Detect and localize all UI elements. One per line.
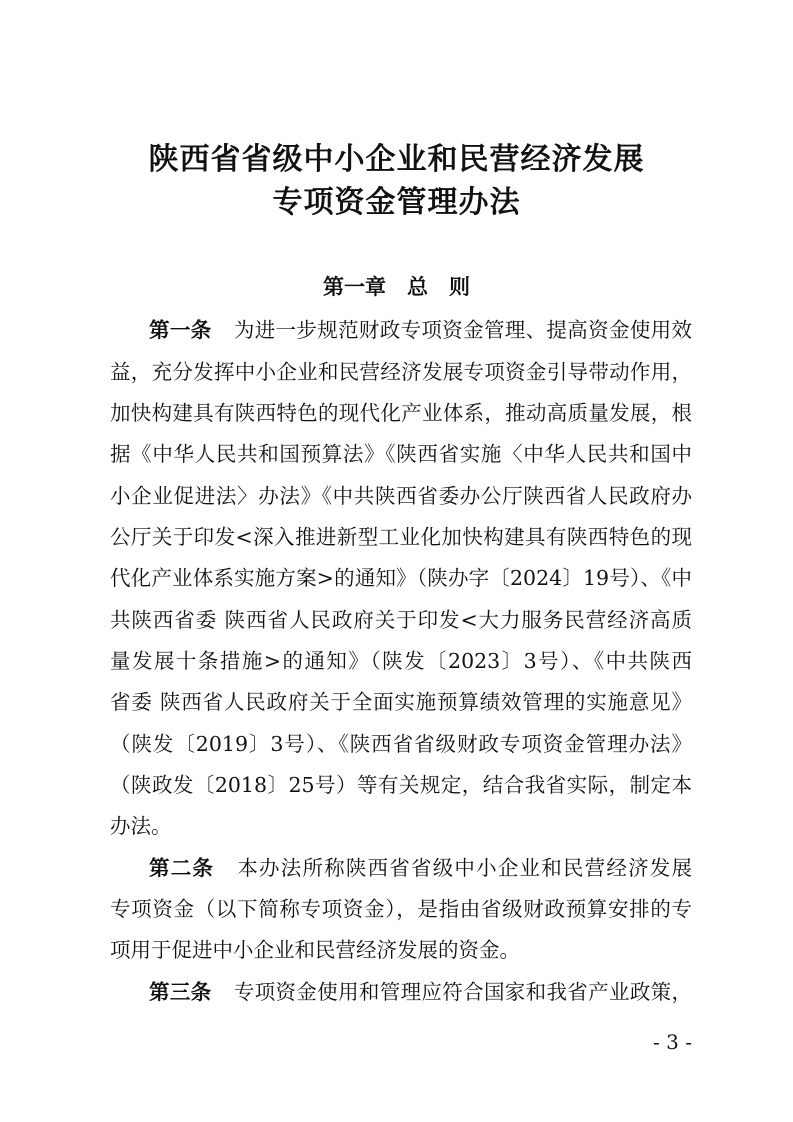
article-1-line: 加快构建具有陕西特色的现代化产业体系，推动高质量发展，根 (110, 401, 692, 425)
article-3-line (149, 978, 692, 1006)
document-title-line-1: 陕西省省级中小企业和民营经济发展 (148, 142, 645, 177)
article-2-line: 项用于促进中小企业和民营经济发展的资金。 (110, 938, 520, 962)
article-1-line: 益，充分发挥中小企业和民营经济发展专项资金引导带动作用， (110, 360, 692, 384)
article-1-line (149, 316, 692, 344)
article-1-line: 小企业促进法〉办法》《中共陕西省委办公厅陕西省人民政府办 (110, 484, 692, 508)
article-1-line: 省委 陕西省人民政府关于全面实施预算绩效管理的实施意见》 (110, 690, 692, 714)
article-2-label: 第二条 (149, 856, 215, 880)
article-2-line: 专项资金（以下简称专项资金），是指由省级财政预算安排的专 (110, 897, 692, 921)
article-1-line: 公厅关于印发<深入推进新型工业化加快构建具有陕西特色的现 (110, 525, 692, 549)
article-1-line: 代化产业体系实施方案>的通知》（陕办字〔2024〕19号）、《中 (110, 566, 692, 590)
article-1-line: （陕发〔2019〕3号）、《陕西省省级财政专项资金管理办法》 (110, 732, 692, 756)
document-title-line-2: 专项资金管理办法 (272, 185, 521, 220)
article-1-line: 办法。 (110, 814, 172, 838)
article-2-line (149, 854, 692, 882)
article-3-label: 第三条 (149, 980, 212, 1004)
article-1-text: 为进一步规范财政专项资金管理、提高资金使用效 (233, 318, 692, 342)
chapter-heading: 第一章 总 则 (323, 275, 470, 299)
article-1-line: （陕政发〔2018〕25号）等有关规定，结合我省实际，制定本 (110, 773, 692, 797)
article-1-line: 量发展十条措施>的通知》（陕发〔2023〕3号）、《中共陕西 (110, 649, 692, 673)
article-1-line: 共陕西省委 陕西省人民政府关于印发<大力服务民营经济高质 (110, 608, 692, 632)
article-2-text: 本办法所称陕西省省级中小企业和民营经济发展 (236, 856, 692, 880)
article-3-text: 专项资金使用和管理应符合国家和我省产业政策， (233, 980, 692, 1004)
article-1-label: 第一条 (149, 318, 212, 342)
article-1-line: 据《中华人民共和国预算法》《陕西省实施〈中华人民共和国中 (110, 442, 692, 466)
page-number: - 3 - (653, 1030, 692, 1054)
